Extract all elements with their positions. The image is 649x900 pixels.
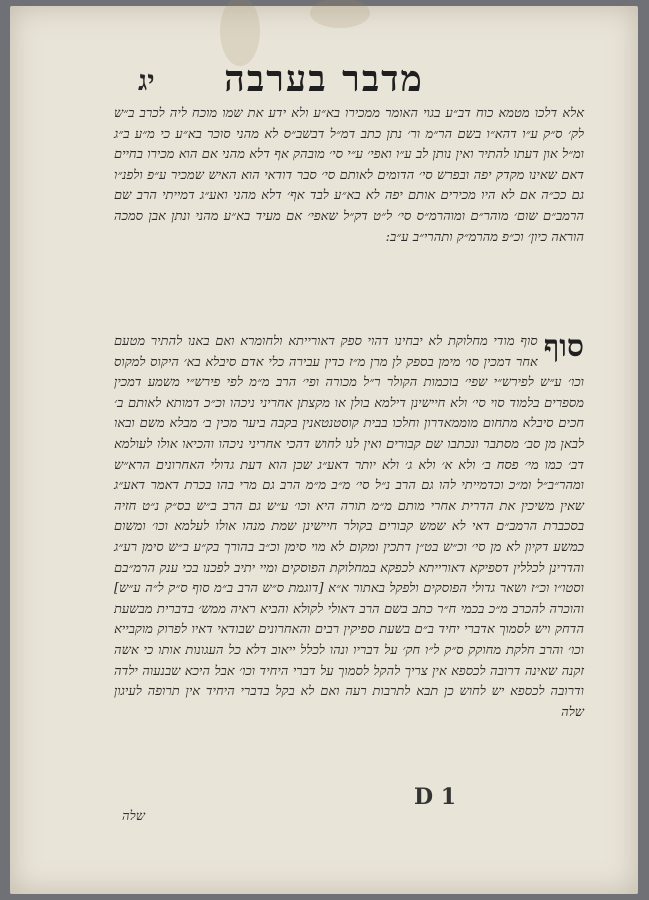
page-title: מדבר בערבה	[224, 58, 424, 100]
page-number: יג	[138, 64, 155, 97]
signature-mark: D 1	[414, 784, 457, 810]
page-header	[50, 58, 598, 98]
paragraph: אלא דלכו מטמא כוח דב״ע בגוי האומר ממכירו בא״ע ולא ידע את שמו מוכח ליה לכרב ב״ש לק׳ ס״ק ע״ו דהא״ו בשם הר״מ ור׳ נתן כתב דמ״ל דבשב״ס לא מהני סוכר בא״ע כי מ״ע ב״ג ומ״ל און דעתו להתיר ואין נותן לב ע״ו ואפי׳ ע״י סי׳ מובהק אף דלא מהני אם הוא מכירו בחיים דאם שאינו מקדק יפה ובפרש סי׳ הדומים לאותם סי׳ סבר דודאי הוא האיש שמכיר ע״פ ולפנ״ו גם ככ״ה אם לא היו מכירים אותם יפה לא בא״ע לבד אף׳ דלא מהני ואע״ג דמייתי הרב שם הרמב״ם שום׳ מוהר״ם ומוהרמ״ס סי׳ ל״ט דק״ל שאפי׳ אם מעיד בא״ע מהני ונתן אבן סמכה הוראה כיון׳ וכ״פ מהרמ״ק ותהרי״ב ע״ב:	[114, 106, 584, 245]
catchword: שלה	[122, 809, 145, 824]
text-block-first	[114, 104, 584, 248]
text-block-second	[114, 329, 584, 723]
document-page	[10, 6, 638, 894]
paper-stain	[220, 0, 260, 66]
paragraph: סוף מודי מחלוקת לא יבחינו דהוי ספק דאורייתא ולחומרא ואם באנו להתיר מטעם אחר דמכין סו׳ מימן בספק לן מרן מ״ז כדין עבירה כלי אדם סיבלא בא׳ היקוס למקוס וכו׳ ע״ש לפירש״י שפי׳ בוכמות הקולר ר״ל מכורה ופי׳ הרב מ״מ לפי פירש״י משמע דמכין מספרים בלמוד סוי סי׳ ולא חיישינן דילמא בולן או מקצתן אחריני ניכהו וכ״כ דמותא לאותם ב׳ חכים סיבלא מתחום מוממאדרון וחלכו בבית קוסטנטאנין בקבה ביער מכין ב׳ מבלא משם ובאו לבאן מן סב׳ מסתבר ונכתבו שם קבורים ואין לנו לחוש דהכי אחריני ניכהו והכיאו אולו לעולמא דב׳ כמו מי׳ פסח ב׳ ולא א׳ ולא ג׳ ולא יותר דאע״ג שכן הוא דעת גדולי האחרונים הרא״ש ומהר״ב״ל ומ״כ וכדמייתי להו גם הרב נ״ל סי׳ מ״ב מ״מ הרב גם מרי בהו בכרת דאמר דאע״ג שאין משיכין את הדרית אחרי מותם מ״מ תורה היא וכו׳ ע״ש גם הרב ב״ש בס״ק נ״ט חזיה בסכברת הרמב״ם דאי לא שמש קבורים בקולר חיישינן שמת מנהו אולו לעלמא וכו׳ ומשום כמשע דקיון לא מן סי׳ וכ״ש בט״ן דתכין ומקום לא מוי סימן וכ״ב בהורך בק״ע ב״ש סימן רע״ג והדרינן לכללין דספיקא דאורייתא לכפקא במחלוקת הפוסקים ומיי יתיב לפכנו בכי ענק הרמ״בם וסטו״ו וכ״ז ושאר גדולי הפוסקים ולפקל באתור א״א [דוגמת ס״ש הרב ב״מ סוף ס״ק ל״ה ע״ש] והוכרה להכרב מ״כ בכמי ח״ר כתב בשם הרב דאולי לקולא והביא ראיה ממש׳ בדברית מבשעת הדחק ויש לסמוך אדברי יחיד ב״ם בשעת ספיקין רבים והאחרונים שבודאי דאיו לפרוק מוקבייא וכו׳ והרב חלקת מחוקק ס״ק ל״ו חק׳ על דבריו ונהו לכלל ייאוב דלא כל העגונות אותו כי אשה זקנה שאינה דרובה לכספא אין צריך להקל לסמוך על דברי היחיד וכו׳ אבל היכא שבנעוה ילדה ודרובה לכספא יש לחוש כן תבא לתרבות רעה ואם לא בקל בדברי היחיד אין תרופה לעיגון שלה	[114, 334, 584, 720]
paper-stain	[310, 0, 370, 28]
lead-word: סוף	[543, 329, 584, 364]
